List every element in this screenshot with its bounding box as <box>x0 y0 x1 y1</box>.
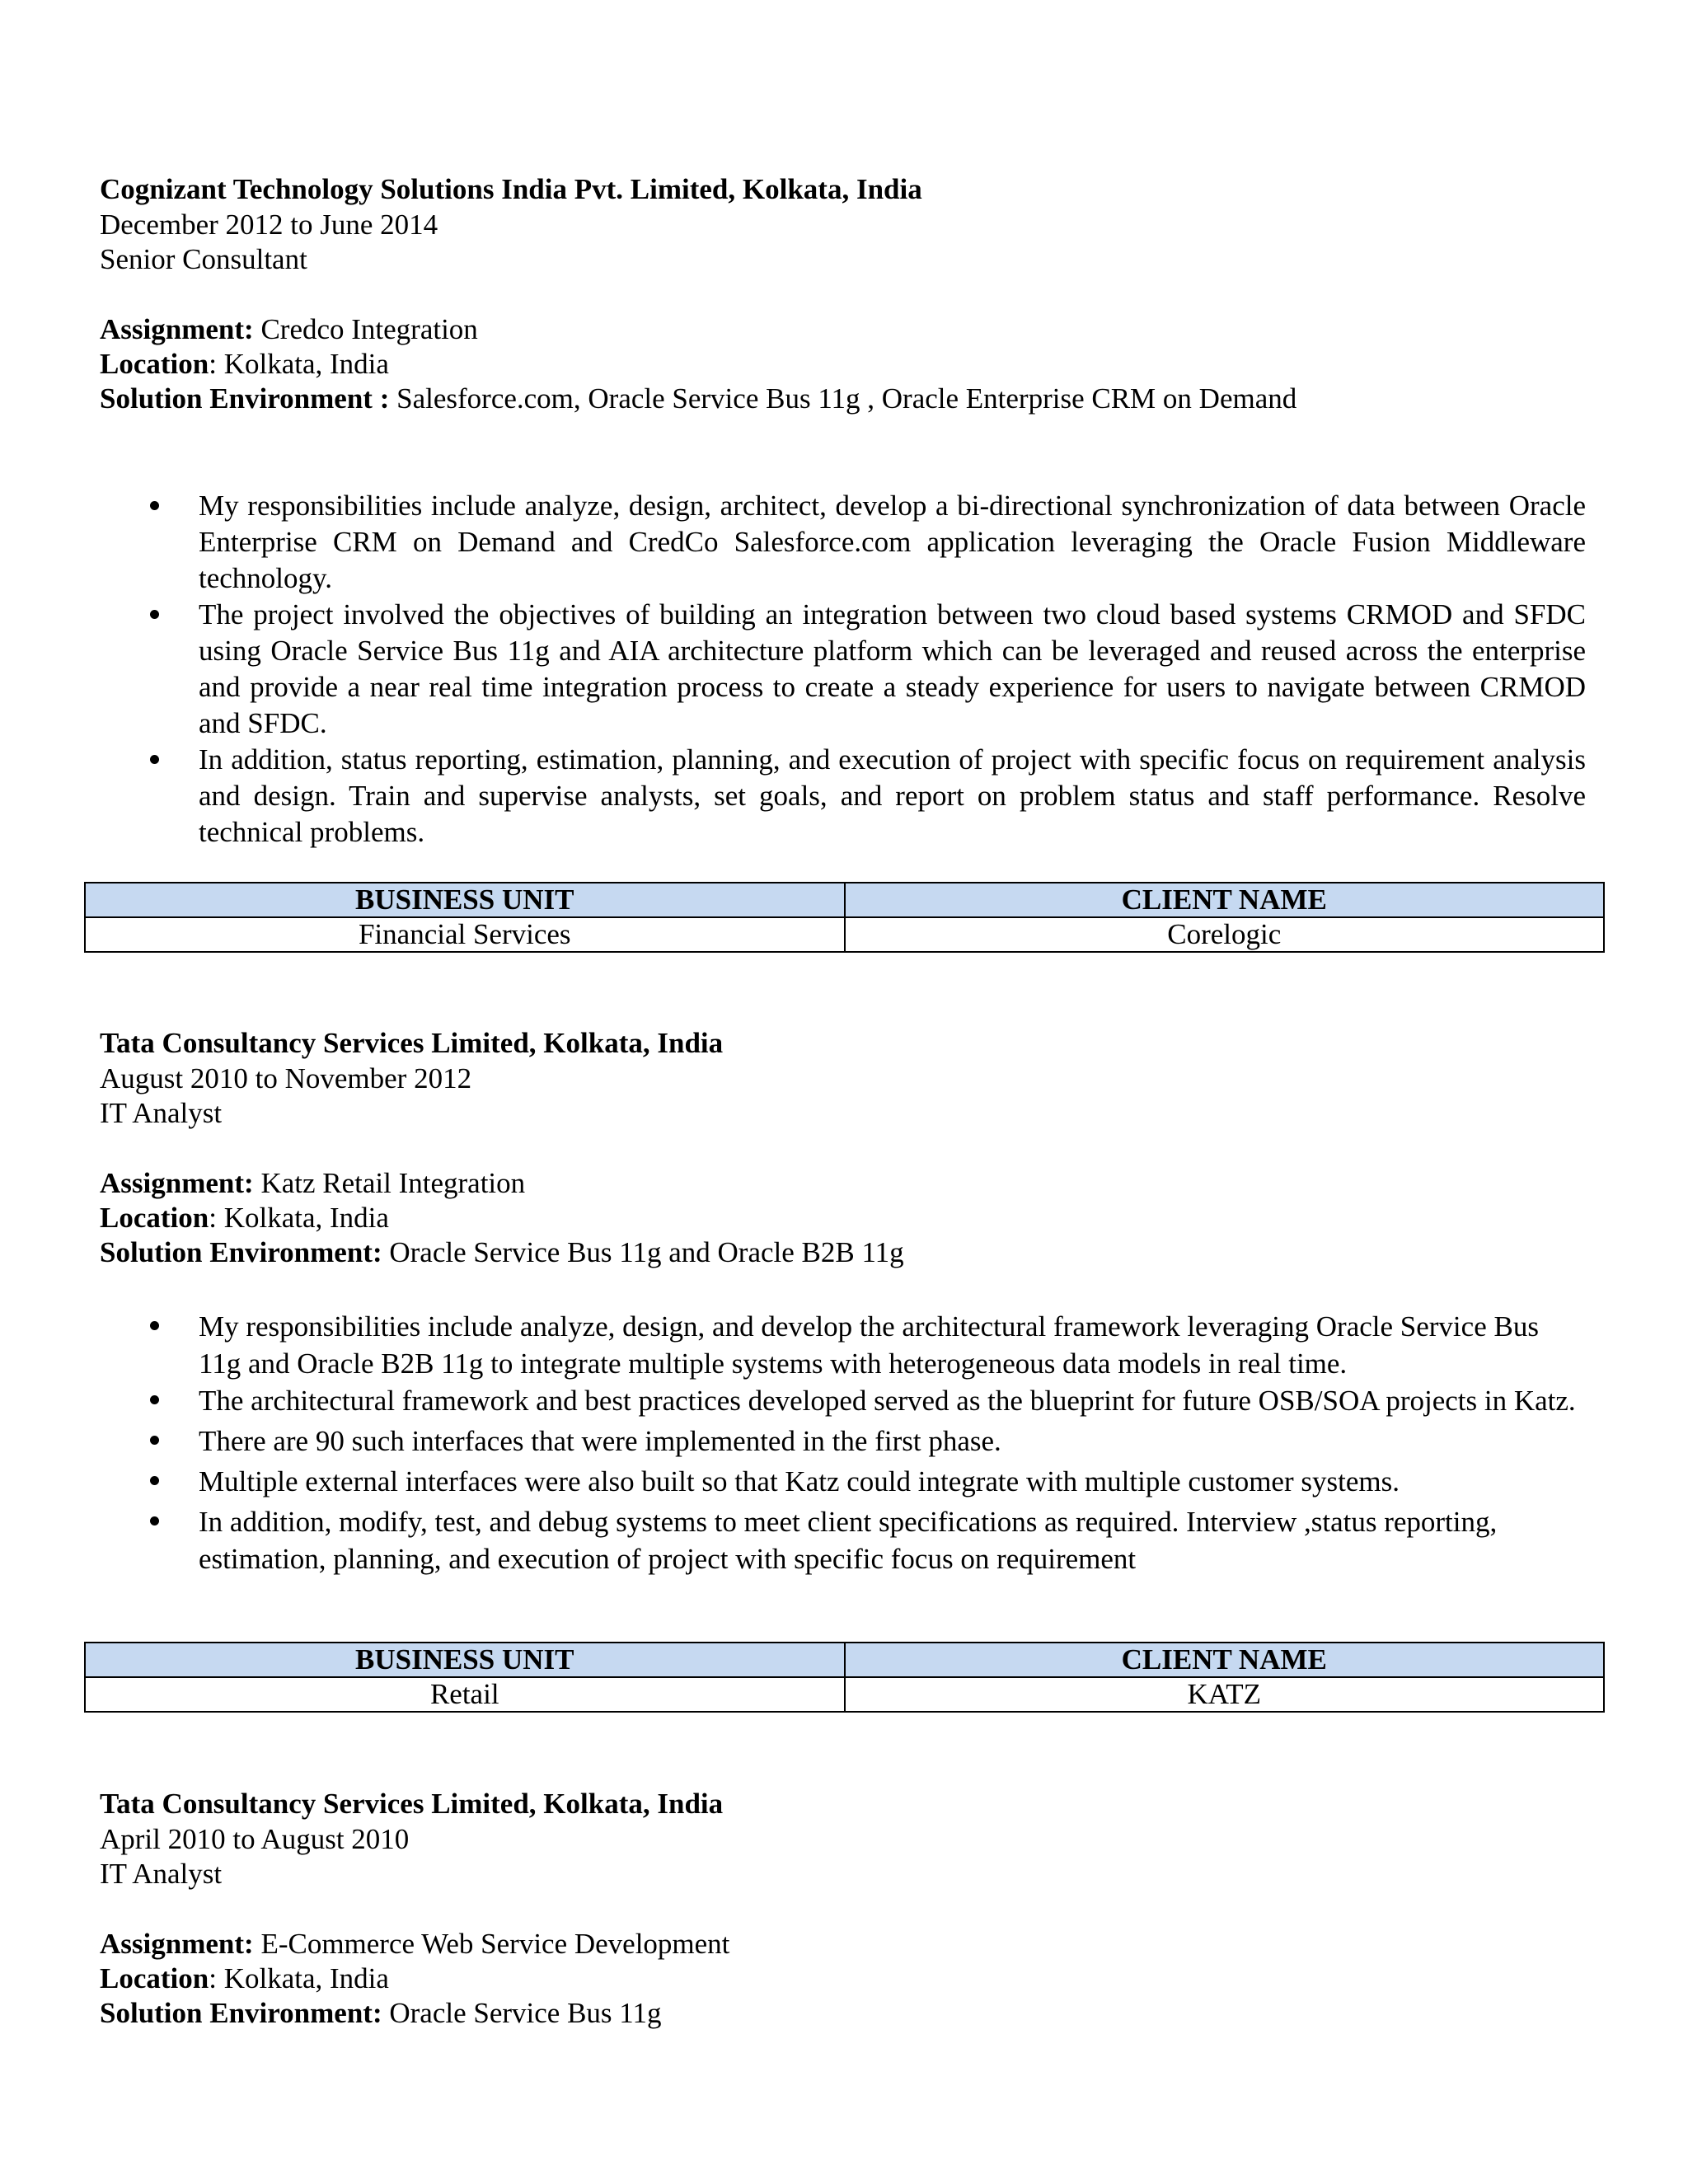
assignment-label: Assignment: <box>100 1928 254 1960</box>
job-title: IT Analyst <box>100 1858 223 1890</box>
location-value: : Kolkata, India <box>209 1962 389 1994</box>
client-name-value: KATZ <box>845 1677 1605 1712</box>
company-name: Cognizant Technology Solutions India Pvt. Limited, Kolkata, India <box>100 173 922 205</box>
environment-label: Solution Environment : <box>100 382 390 415</box>
environment-line <box>100 382 1296 416</box>
list-item: Multiple external interfaces were also built so that Katz could integrate with multiple customer systems. <box>0 1463 1586 1500</box>
environment-value: Salesforce.com, Oracle Service Bus 11g , Oracle Enterprise CRM on Demand <box>389 382 1297 415</box>
environment-label: Solution Environment: <box>100 1997 382 2029</box>
business-client-table <box>84 1642 1605 1713</box>
business-unit-header: BUSINESS UNIT <box>85 1643 845 1677</box>
list-item: My responsibilities include analyze, design, architect, develop a bi-directional synchronization of data between Oracle Enterprise CRM on Demand and CredCo Salesforce.com application leveraging the Oracle Fusion Middleware technology. <box>0 488 1586 597</box>
location-label: Location <box>100 1202 209 1234</box>
table-row <box>85 1677 1604 1712</box>
location-label: Location <box>100 348 209 380</box>
bullet-icon <box>150 1516 159 1526</box>
list-item: My responsibilities include analyze, design, and develop the architectural framework leveraging Oracle Service Bus 11g and Oracle B2B 11g to integrate multiple systems with heterogeneous data models in real time. <box>0 1308 1586 1382</box>
employment-period: August 2010 to November 2012 <box>100 1062 472 1094</box>
list-item: In addition, status reporting, estimation, planning, and execution of project with specific focus on requirement analysis and design. Train and supervise analysts, set goals, and report on problem status and staff performance. Resolve technical problems. <box>0 742 1586 851</box>
assignment-value: Katz Retail Integration <box>253 1167 526 1199</box>
list-item: There are 90 such interfaces that were implemented in the first phase. <box>0 1422 1586 1460</box>
location-label: Location <box>100 1962 209 1994</box>
bullet-icon <box>150 501 159 510</box>
location-line <box>100 1961 389 1996</box>
bullet-icon <box>150 1436 159 1445</box>
job-title: IT Analyst <box>100 1097 223 1129</box>
assignment-line <box>100 312 478 347</box>
list-item: The project involved the objectives of building an integration between two cloud based systems CRMOD and SFDC using Oracle Service Bus 11g and AIA architecture platform which can be leveraged and reused across the enterprise and provide a near real time integration process to create a steady experience for users to navigate between CRMOD and SFDC. <box>0 597 1586 742</box>
job-title: Senior Consultant <box>100 243 307 275</box>
table-header-row <box>85 1643 1604 1677</box>
location-line <box>100 1201 389 1235</box>
bullet-icon <box>150 1321 159 1330</box>
environment-value: Oracle Service Bus 11g <box>382 1997 662 2029</box>
business-client-table <box>84 882 1605 953</box>
list-item: The architectural framework and best practices developed served as the blueprint for future OSB/SOA projects in Katz. <box>0 1382 1586 1419</box>
list-item: In addition, modify, test, and debug systems to meet client specifications as required. Interview ,status reporting, estimation, planning, and execution of project with specific focus on requirement <box>0 1503 1586 1577</box>
assignment-label: Assignment: <box>100 313 254 345</box>
bullet-icon <box>150 1395 159 1404</box>
company-name: Tata Consultancy Services Limited, Kolkata, India <box>100 1788 724 1820</box>
location-value: : Kolkata, India <box>209 1202 389 1234</box>
assignment-line <box>100 1927 729 1961</box>
responsibility-list <box>0 488 1586 851</box>
bullet-icon <box>150 1476 159 1485</box>
environment-label: Solution Environment: <box>100 1236 382 1268</box>
environment-line <box>100 1235 904 1270</box>
assignment-value: Credco Integration <box>253 313 478 345</box>
business-unit-value: Financial Services <box>85 917 845 952</box>
location-line <box>100 347 389 382</box>
client-name-header: CLIENT NAME <box>845 1643 1605 1677</box>
business-unit-header: BUSINESS UNIT <box>85 883 845 917</box>
business-unit-value: Retail <box>85 1677 845 1712</box>
table-header-row <box>85 883 1604 917</box>
client-name-header: CLIENT NAME <box>845 883 1605 917</box>
bullet-icon <box>150 610 159 619</box>
environment-line <box>100 1996 662 2031</box>
employment-period: December 2012 to June 2014 <box>100 209 438 241</box>
employment-period: April 2010 to August 2010 <box>100 1823 410 1855</box>
location-value: : Kolkata, India <box>209 348 389 380</box>
responsibility-list <box>0 1308 1586 1577</box>
assignment-value: E-Commerce Web Service Development <box>253 1928 730 1960</box>
bullet-icon <box>150 755 159 764</box>
table-row <box>85 917 1604 952</box>
client-name-value: Corelogic <box>845 917 1605 952</box>
assignment-label: Assignment: <box>100 1167 254 1199</box>
assignment-line <box>100 1166 525 1201</box>
environment-value: Oracle Service Bus 11g and Oracle B2B 11g <box>382 1236 904 1268</box>
company-name: Tata Consultancy Services Limited, Kolkata, India <box>100 1027 724 1059</box>
